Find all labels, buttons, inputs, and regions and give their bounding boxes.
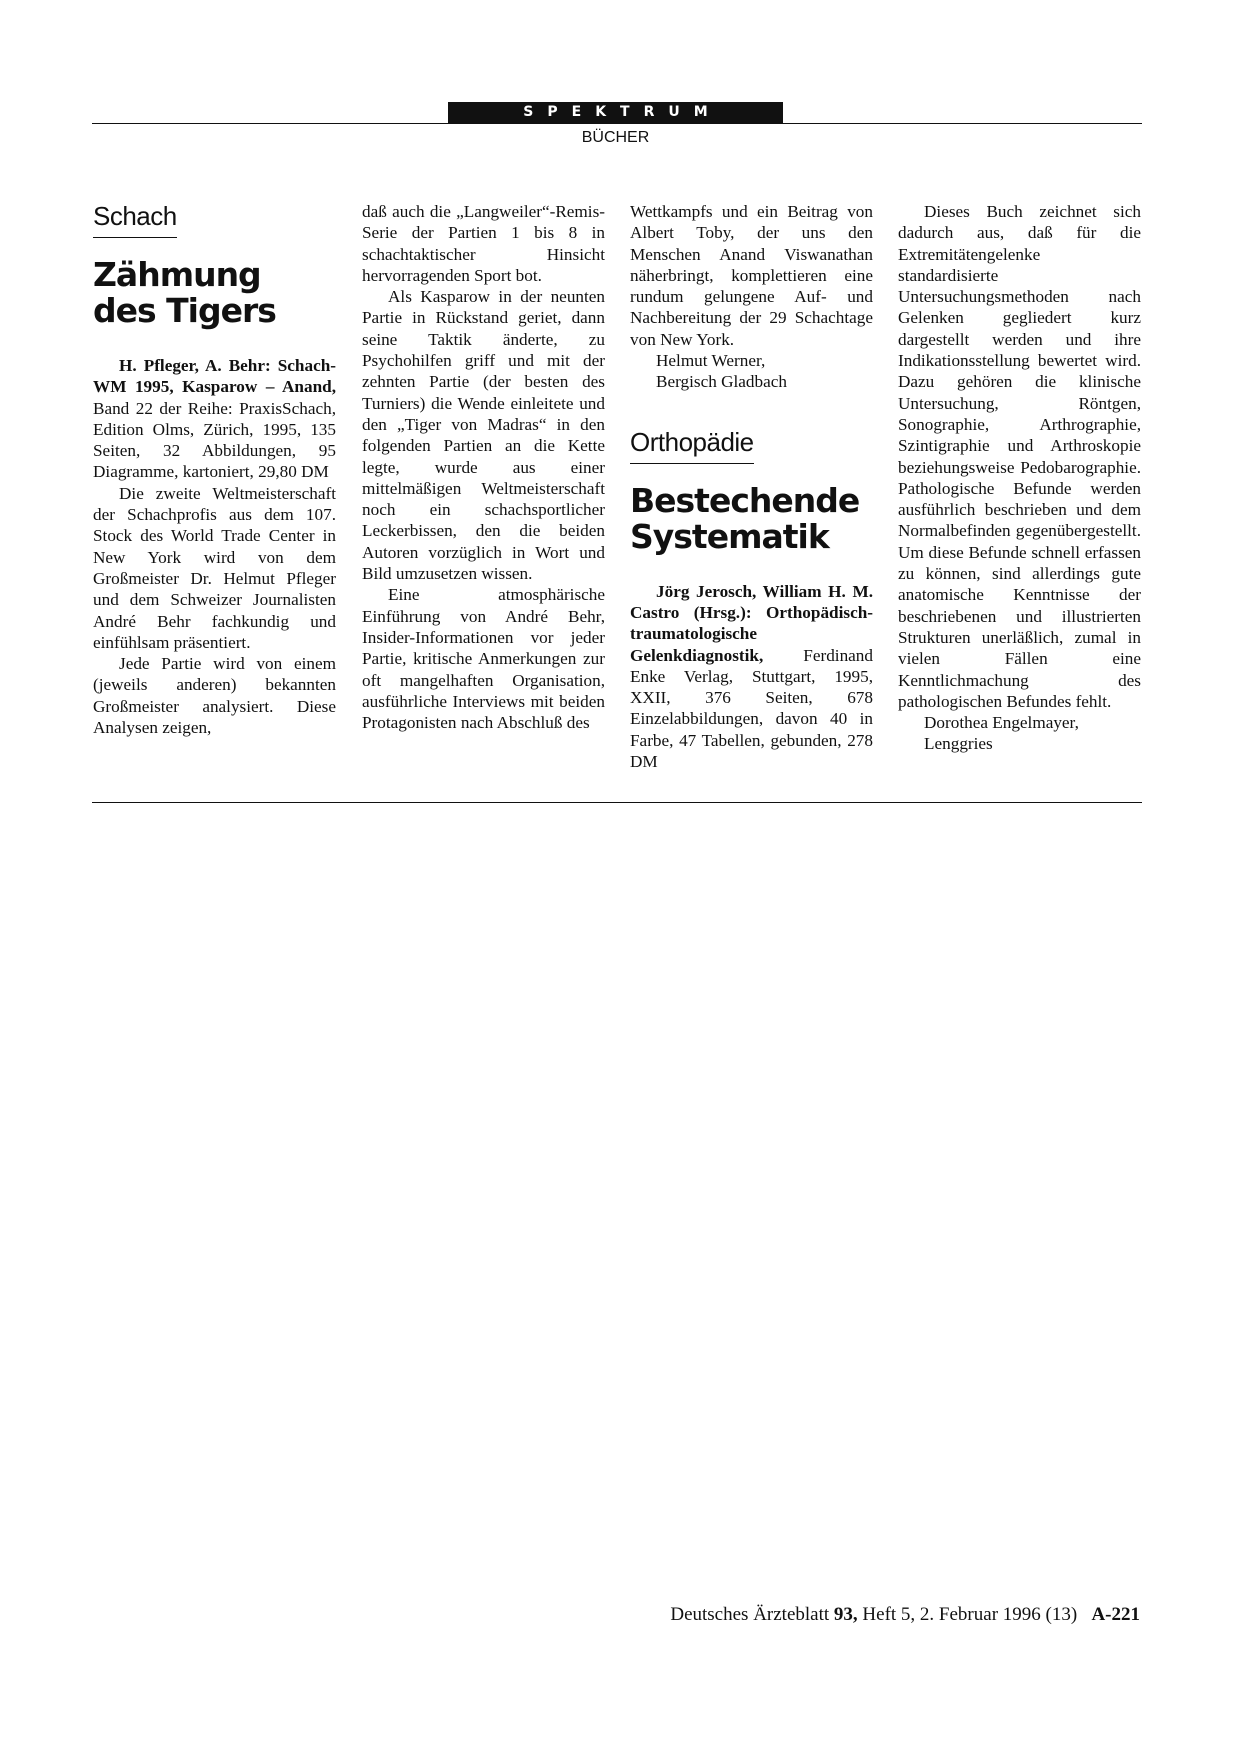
column-4 [898,201,1141,755]
article2-kicker: Orthopädie [630,427,754,464]
article1-headline-line1: Zähmung [93,255,261,294]
article1-headline [93,257,336,329]
article1-book-reference [93,355,336,483]
article1-city: Bergisch Gladbach [656,372,787,392]
column-3 [630,201,873,772]
article2-author: Dorothea Engelmayer, [924,713,1079,733]
article2-headline-line2: Systematik [630,516,829,556]
footer-volume: 93, [833,1604,858,1625]
article1-paragraph-4-cont: Wettkampfs und ein Beitrag von Albert Toby, der uns den Menschen Anand Viswanathan näherbringt, komplettieren eine rundum gelungene Auf- und Nachbereitung der 29 Schachtage von New York. [630,202,873,349]
header-rule [92,123,1142,124]
footer-issue: Heft 5, 2. Februar 1996 (13) [862,1604,1078,1625]
article1-ref-rest: Band 22 der Reihe: PraxisSchach, Edition Olms, Zürich, 1995, 135 Seiten, 32 Abbildungen, 95 Diagramme, kartoniert, 29,80 DM [93,398,336,482]
footer-page-number: A-221 [1091,1604,1140,1625]
column-2 [362,201,605,733]
article2-headline-line1: Bestechende [630,480,860,520]
article2-ref-bold: Jörg Jerosch, William H. M. Castro (Hrsg.): Orthopädisch-traumatologische Gelenkdiagnostik, [630,581,873,665]
section-subheader: BÜCHER [581,129,650,146]
article1-paragraph-2: Jede Partie wird von einem (jeweils anderen) bekannten Großmeister analysiert. Diese Analysen zeigen, [93,654,336,738]
article1-paragraph-2-cont: daß auch die „Langweiler“-Remis-Serie der Partien 1 bis 8 in schachtaktischer Hinsicht hervorragenden Sport bot. [362,202,605,285]
article2-book-reference [630,581,873,773]
article1-paragraph-3: Als Kasparow in der neunten Partie in Rückstand geriet, dann seine Taktik änderte, zu Psychohilfen griff und mit der zehnten Partie (der besten des Turniers) die Wende einleitete und den „Tiger von Madras“ in den folgenden Partien an die Kette legte, wurde aus einer mittelmäßigen Weltmeisterschaft noch ein schachsportlicher Leckerbissen, den die beiden Autoren vorzüglich in Wort und Bild umzusetzen wissen. [362,287,605,584]
section-header: SPEKTRUM [448,102,783,123]
article1-paragraph-4: Eine atmosphärische Einführung von André Behr, Insider-Informationen vor jeder Partie, kritische Anmerkungen zur oft mangelhaften Organisation, ausführliche Interviews mit beiden Protagonisten nach Abschluß des [362,585,605,733]
article1-ref-bold: H. Pfleger, A. Behr: Schach-WM 1995, Kasparow – Anand, [93,356,336,397]
article2-headline [630,480,873,556]
article1-paragraph-1: Die zweite Weltmeisterschaft der Schachprofis aus dem 107. Stock des World Trade Center in New York wird von dem Großmeister Dr. Helmut Pfleger und dem Schweizer Journalisten André Behr fachkundig und einfühlsam präsentiert. [93,483,336,652]
article1-author: Helmut Werner, [656,351,766,371]
footer-journal: Deutsches Ärzteblatt [670,1604,830,1625]
article2-paragraph-1: Dieses Buch zeichnet sich dadurch aus, daß für die Extremitätengelenke standardisierte Untersuchungsmethoden nach Gelenken gegliedert kurz dargestellt werden und ihre Indikationsstellung bewertet wird. Dazu gehören die klinische Untersuchung, Röntgen, Sonographie, Arthrographie, Szintigraphie und Arthroskopie beziehungsweise Pedobarographie. Pathologische Befunde werden ausführlich beschrieben und dem Normalbefinden gegenübergestellt. Um diese Befunde schnell erfassen zu können, sind allerdings gute anatomische Kenntnisse der beschriebenen und illustrierten Strukturen unerläßlich, zumal in vielen Fällen eine Kenntlichmachung des pathologischen Befundes fehlt. [898,202,1141,711]
bottom-rule [92,802,1142,803]
article1-kicker: Schach [93,201,177,238]
article1-headline-line2: des Tigers [93,291,276,330]
article2-ref-rest: Ferdinand Enke Verlag, Stuttgart, 1995, XXII, 376 Seiten, 678 Einzelabbildungen, davon 40 in Farbe, 47 Tabellen, gebunden, 278 DM [630,645,873,772]
page-footer [620,1604,1140,1626]
column-1 [93,201,336,738]
article2-city: Lenggries [924,734,993,754]
